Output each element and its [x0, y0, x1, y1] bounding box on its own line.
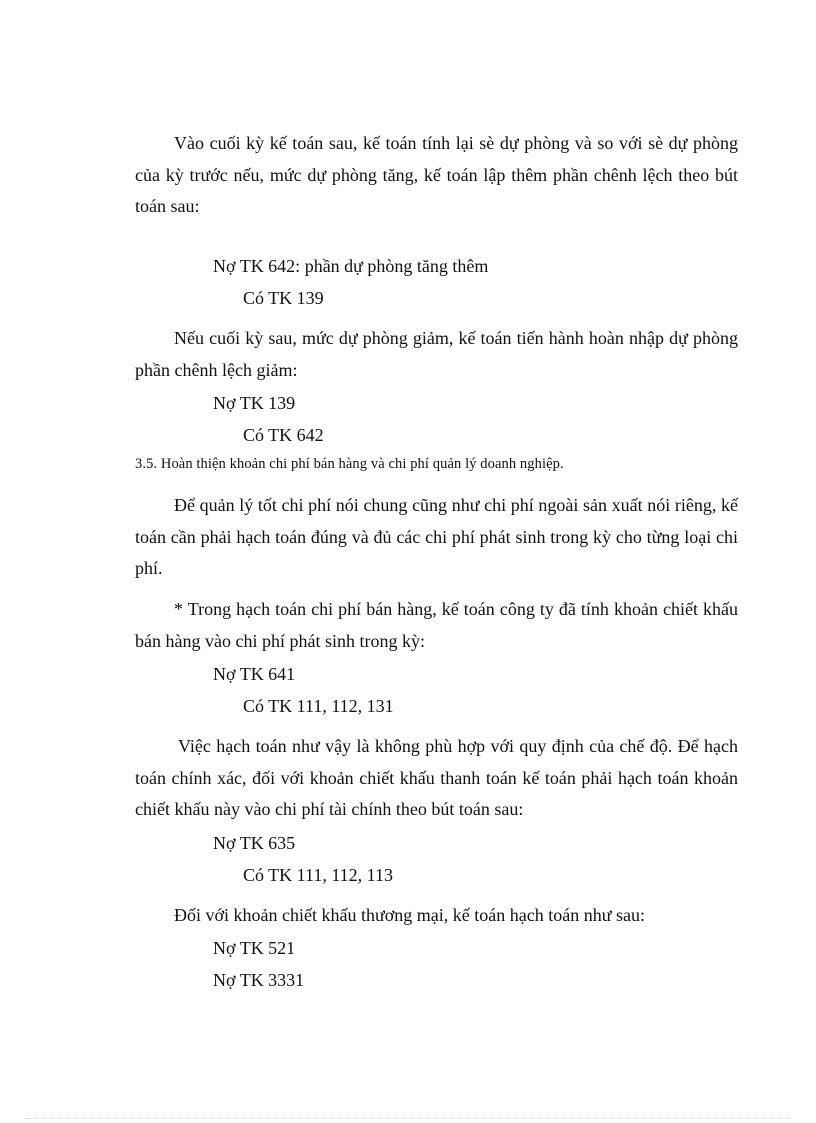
entry-credit-111-112-131: Có TK 111, 112, 131: [243, 696, 394, 716]
paragraph-provision-decrease: Nếu cuối kỳ sau, mức dự phòng giảm, kế toán tiến hành hoàn nhập dự phòng phần chênh lệch giảm:: [135, 328, 738, 380]
entry-debit-641: Nợ TK 641: [213, 664, 296, 684]
entry-debit-521: Nợ TK 521: [213, 938, 296, 958]
entry-credit-642: Có TK 642: [243, 425, 324, 445]
paragraph-trade-discount: Đối với khoản chiết khấu thương mại, kế toán hạch toán như sau:: [174, 905, 645, 925]
entry-debit-642: Nợ TK 642: phần dự phòng tăng thêm: [213, 256, 489, 276]
paragraph-provision-increase: Vào cuối kỳ kế toán sau, kế toán tính lại sè dự phòng và so với sè dự phòng của kỳ trước nếu, mức dự phòng tăng, kế toán lập thêm phần chênh lệch theo bút toán sau:: [135, 133, 738, 216]
paragraph-sales-discount: * Trong hạch toán chi phí bán hàng, kế toán công ty đã tính khoản chiết khấu bán hàng vào chi phí phát sinh trong kỳ:: [135, 599, 738, 651]
entry-debit-139: Nợ TK 139: [213, 393, 296, 413]
paragraph-payment-discount: Việc hạch toán như vậy là không phù hợp với quy định của chế độ. Để hạch toán chính xác, đối với khoản chiết khấu thanh toán kế toán phải hạch toán khoản chiết khấu này vào chi phí tài chính theo bút toán sau:: [135, 736, 738, 819]
entry-debit-635: Nợ TK 635: [213, 833, 296, 853]
entry-credit-111-112-113: Có TK 111, 112, 113: [243, 865, 394, 885]
section-heading: 3.5. Hoàn thiện khoản chi phí bán hàng và chi phí quản lý doanh nghiệp.: [135, 456, 564, 472]
paragraph-cost-management: Để quản lý tốt chi phí nói chung cũng như chi phí ngoài sản xuất nói riêng, kế toán cần phải hạch toán đúng và đủ các chi phí phát sinh trong kỳ cho từng loại chi phí.: [135, 495, 738, 578]
entry-credit-139: Có TK 139: [243, 288, 324, 308]
page-bottom-divider: [24, 1118, 792, 1119]
entry-debit-3331: Nợ TK 3331: [213, 970, 305, 990]
